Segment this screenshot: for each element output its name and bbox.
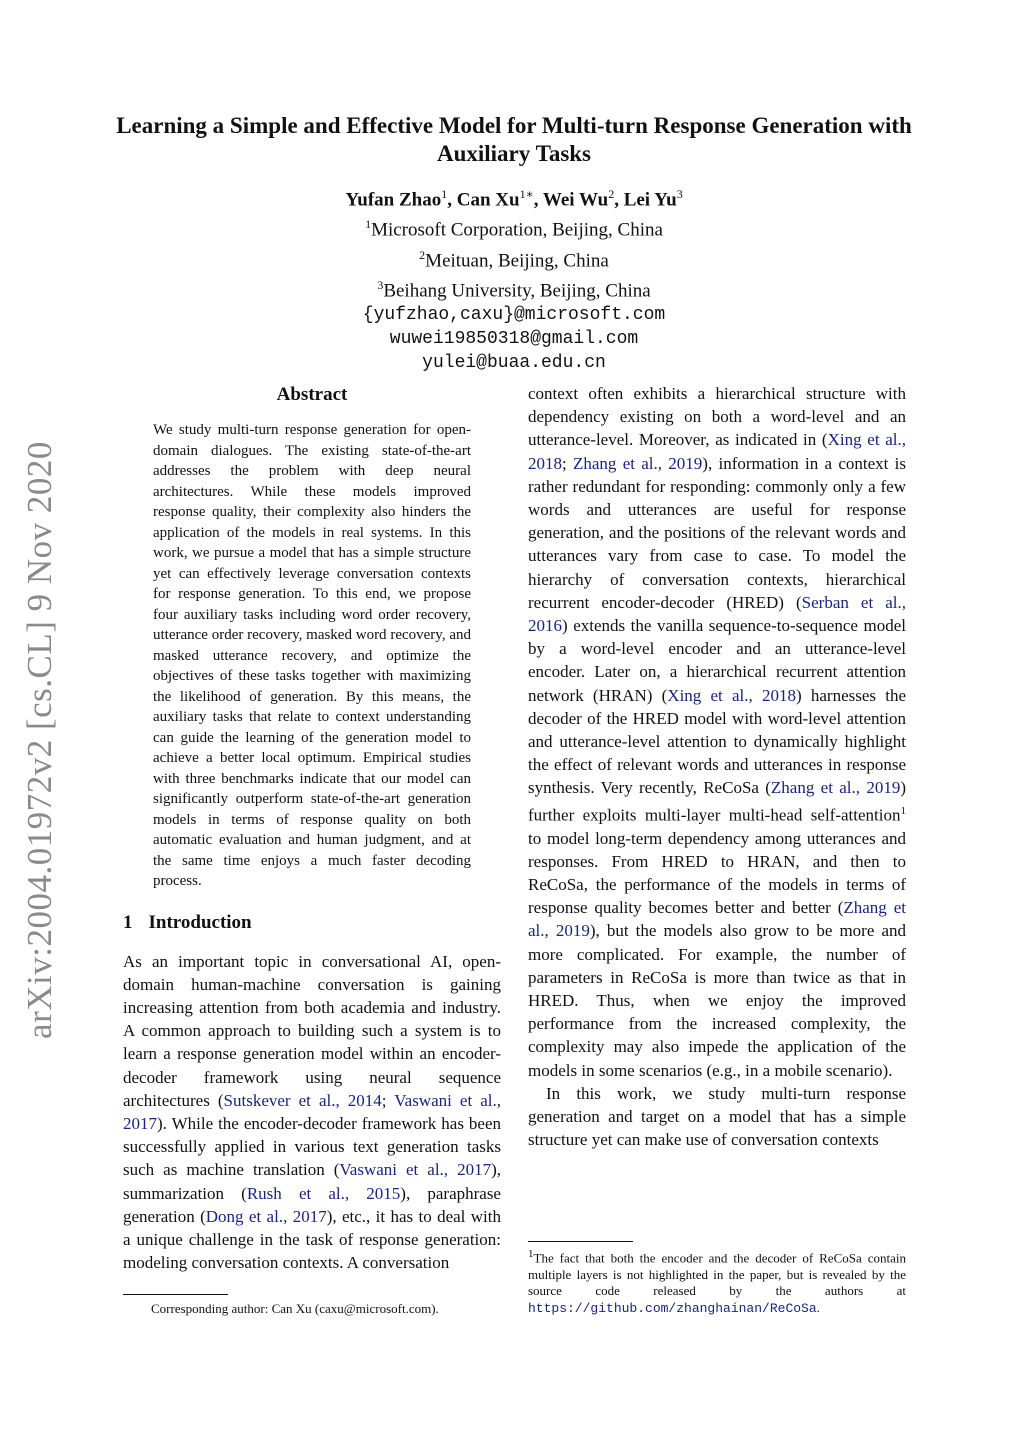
affiliation: $^3$Beihang University, Beijing, China [377,277,651,302]
section-title: Introduction [148,911,252,933]
affiliation: $^2$Meituan, Beijing, China [419,247,609,271]
abstract-text: We study multi-turn response generation for open-domain dialogues. The existing state-of-the-art addresses the problem with deep neural architectures. While these models improved response quality, their complexity also hinders the application of the models in real systems. In this work, we pursue a model that has a simple structure yet can effectively leverage conversation contexts for response generation. To this end, we propose four auxiliary tasks including word order recovery, utterance order recovery, masked word recovery, and masked utterance recovery, and optimize the objectives of these tasks together with maximizing the likelihood of generation. By this means, the auxiliary tasks that relate to context understanding can guide the learning of the generation model to achieve a better local optimum. Empirical studies with three benchmarks indicate that our model can significantly outperform state-of-the-art generation models in terms of response quality on both automatic evaluation and human judgment, and at the same time enjoys a much faster decoding process. [153,422,471,889]
author-name: Can Xu [456,189,520,211]
introduction-paragraph-1: As an important topic in conversational AI, open-domain human-machine conversation is gaining increasing attention from both academia and industry. A common approach to building such a system is to learn a response generation model within an encoder-decoder framework using neural sequence architectures (Sutskever et al., 2014; Vaswani et al., 2017). While the encoder-decoder framework has been successfully applied in various text generation tasks such as machine translation (Vaswani et al., 2017), summarization (Rush et al., 2015), paraphrase generation (Dong et al., 2017), etc., it has to deal with a unique challenge in the task of response generation: modeling conversation contexts. A conversation [123,951,501,1273]
author-mark: 3 [676,187,683,201]
section-number: 1 [123,911,133,933]
author-email: yulei@buaa.edu.cn [422,353,606,374]
author-name: Lei Yu [623,189,677,211]
citation-link[interactable]: Xing et al., 2018 [667,685,796,705]
author-list: Yufan Zhao$^1$, Can $Xu^{1∗}$, Wei Wu$^2$, Lei Yu$^3$ [345,187,683,211]
author-email: {yufzhao,caxu}@microsoft.com [362,305,666,326]
paper-title: Learning a Simple and Effective Model for Multi-turn Response Generation with Auxiliary Tasks [116,113,912,166]
section-heading-introduction [123,910,501,936]
footnote-rule [123,1294,228,1295]
arxiv-id-text: arXiv:2004.01972v2 [cs.CL] 9 Nov 2020 [20,441,60,1039]
citation-link[interactable]: Vaswani et al., 2017 [123,1090,501,1133]
affiliation: $^1$Microsoft Corporation, Beijing, China [365,217,663,241]
citation-link[interactable]: Zhang et al., 2019 [528,898,907,941]
corresponding-author-text: Corresponding author: Can Xu (caxu@microsoft.com). [151,1301,439,1316]
citation-link[interactable]: Xing et al., 2018 [528,430,906,473]
citation-link[interactable]: Sutskever et al., 2014 [223,1090,382,1110]
right-column [528,382,906,1151]
citation-link[interactable]: Vaswani et al., 2017 [339,1160,492,1180]
source-code-link[interactable]: https://github.com/zhanghainan/ReCoSa [528,1300,817,1316]
footnote-marker[interactable]: 1 [900,804,906,817]
citation-link[interactable]: Rush et al., 2015 [246,1183,401,1203]
author-mark: 2 [608,187,615,201]
left-column [123,382,501,1274]
introduction-paragraph-1-continued: context often exhibits a hierarchical structure with dependency existing on both a word-level and an utterance-level. Moreover, as indicated in (Xing et al., 2018; Zhang et al., 2019), information in a context is rather redundant for responding: commonly only a few words and utterances are useful for response generation, and the positions of the relevant words and utterances vary from case to case. To model the hierarchy of conversation contexts, hierarchical recurrent encoder-decoder (HRED) (Serban et al., 2016) extends the vanilla sequence-to-sequence model by a word-level encoder and an utterance-level encoder. Later on, a hierarchical recurrent attention network (HRAN) (Xing et al., 2018) harnesses the decoder of the HRED model with word-level attention and utterance-level attention to dynamically highlight the effect of relevant words and utterances in response synthesis. Very recently, ReCoSa (Zhang et al., 2019) further exploits multi-layer multi-head self-attention$^1$ to model long-term dependency among utterances and responses. From HRED to HRAN, and then to ReCoSa, the performance of the models in terms of response quality becomes better and better (Zhang et al., 2019), but the models also grow to be more and more complicated. For example, the number of parameters in ReCoSa is more than twice as that in HRED. Thus, when we enjoy the improved performance from the increased complexity, the complexity may also impede the application of the models in some scenarios (e.g., in a mobile scenario). [528,384,907,1080]
citation-link[interactable]: Zhang et al., 2019 [573,453,703,473]
footnote-1-text: $^1$The fact that both the encoder and the decoder of ReCoSa contain multiple layers is not highlighted in the paper, but is revealed by the source code released by the authors at https://github.com/zhanghainan/ReCoSa. [528,1248,906,1316]
title-block [110,112,918,375]
corresponding-author-footnote [123,1294,501,1317]
citation-link[interactable]: Dong et al., 2017 [205,1206,327,1226]
author-name: Wei Wu [542,189,609,211]
citation-link[interactable]: Zhang et al., 2019 [770,778,901,798]
author-mark: 1∗ [519,187,534,201]
arxiv-identifier-stamp [10,440,70,1040]
abstract-heading: Abstract [276,384,348,405]
author-name: Yufan Zhao [345,189,442,211]
author-mark: 1 [441,187,448,201]
author-email: wuwei19850318@gmail.com [389,329,639,350]
introduction-paragraph-2: In this work, we study multi-turn response generation and target on a model that has a simple structure yet can make use of conversation contexts [528,1083,906,1150]
footnote-rule [528,1241,633,1242]
citation-link[interactable]: Serban et al., 2016 [528,592,906,636]
footnote-1 [528,1241,906,1317]
